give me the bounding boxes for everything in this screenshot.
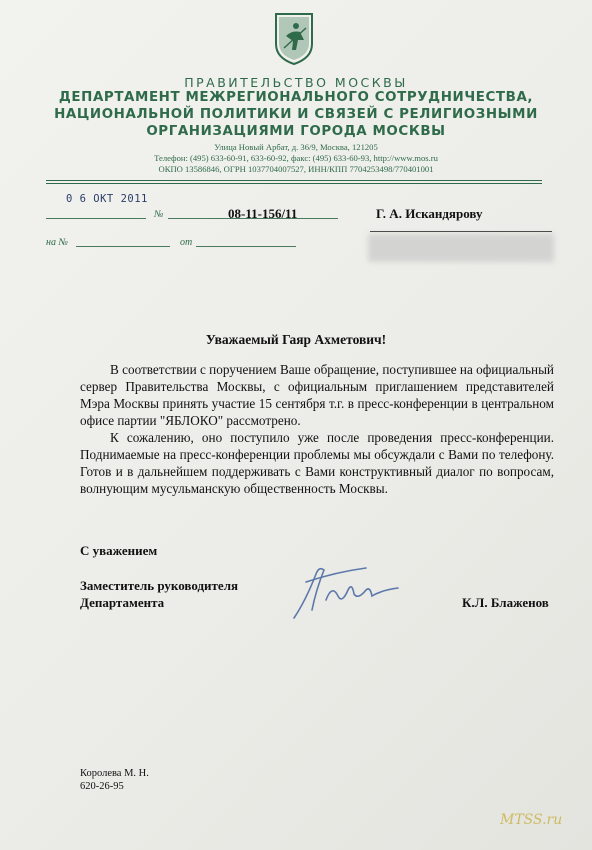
date-line: [46, 218, 146, 219]
executor-phone: 620-26-95: [80, 781, 124, 792]
department-codes: ОКПО 13586846, ОГРН 1037704007527, ИНН/КПП 7704253498/770401001: [158, 164, 434, 174]
department-name-line2: НАЦИОНАЛЬНОЙ ПОЛИТИКИ И СВЯЗЕЙ С РЕЛИГИОЗНЫМИ: [54, 107, 538, 122]
letterhead-rule-thin: [46, 183, 542, 184]
reference-date-label: от: [180, 237, 193, 248]
moscow-coat-of-arms-icon: [272, 10, 316, 66]
addressee-underline: [370, 231, 552, 232]
reference-date-line: [196, 246, 296, 247]
reference-label: на №: [46, 237, 68, 248]
number-sign-label: №: [154, 209, 164, 220]
signer-name: К.Л. Блаженов: [462, 595, 549, 610]
date-stamp: 0 6 ОКТ 2011: [66, 193, 148, 205]
handwritten-signature: [286, 560, 406, 622]
signer-position-line2: Департамента: [80, 595, 165, 610]
closing-regards: С уважением: [80, 543, 158, 558]
letterhead-rule: [46, 180, 542, 181]
registration-number: 08-11-156/11: [228, 206, 298, 221]
body-paragraph-2: К сожалению, оно поступило уже после проведения пресс-конференции. Поднимаемые на пресс-конференции проблемы мы обсуждали с Вами по телефону. Готов и в дальнейшем поддерживать с Вами конструктивный диалог по вопросам, волнующим мусульманскую общественность Москвы.: [80, 430, 554, 496]
watermark: MTSS.ru: [500, 812, 563, 828]
salutation: Уважаемый Гаяр Ахметович!: [205, 332, 387, 347]
executor-name: Королева М. Н.: [80, 768, 149, 779]
body-paragraph-1: В соответствии с поручением Ваше обращение, поступившее на официальный сервер Правительства Москвы, с официальным приглашением представителей Мэра Москвы принять участие 15 сентября т.г. в пресс-конференции в центральном офисе партии "ЯБЛОКО" рассмотрено.: [80, 362, 554, 428]
addressee-name: Г. А. Искандярову: [376, 206, 483, 221]
letter-body: [80, 361, 554, 497]
reference-number-line: [76, 246, 170, 247]
department-name-line1: ДЕПАРТАМЕНТ МЕЖРЕГИОНАЛЬНОГО СОТРУДНИЧЕСТВА,: [58, 90, 534, 105]
department-address: Улица Новый Арбат, д. 36/9, Москва, 121205: [214, 142, 378, 152]
department-name-line3: ОРГАНИЗАЦИЯМИ ГОРОДА МОСКВЫ: [146, 124, 446, 139]
signer-position-line1: Заместитель руководителя: [80, 578, 239, 593]
department-contacts: Телефон: (495) 633-60-91, 633-60-92, факс: (495) 633-60-93, http://www.mos.ru: [154, 153, 438, 163]
redacted-address: [368, 234, 554, 262]
government-name: ПРАВИТЕЛЬСТВО МОСКВЫ: [184, 75, 408, 90]
